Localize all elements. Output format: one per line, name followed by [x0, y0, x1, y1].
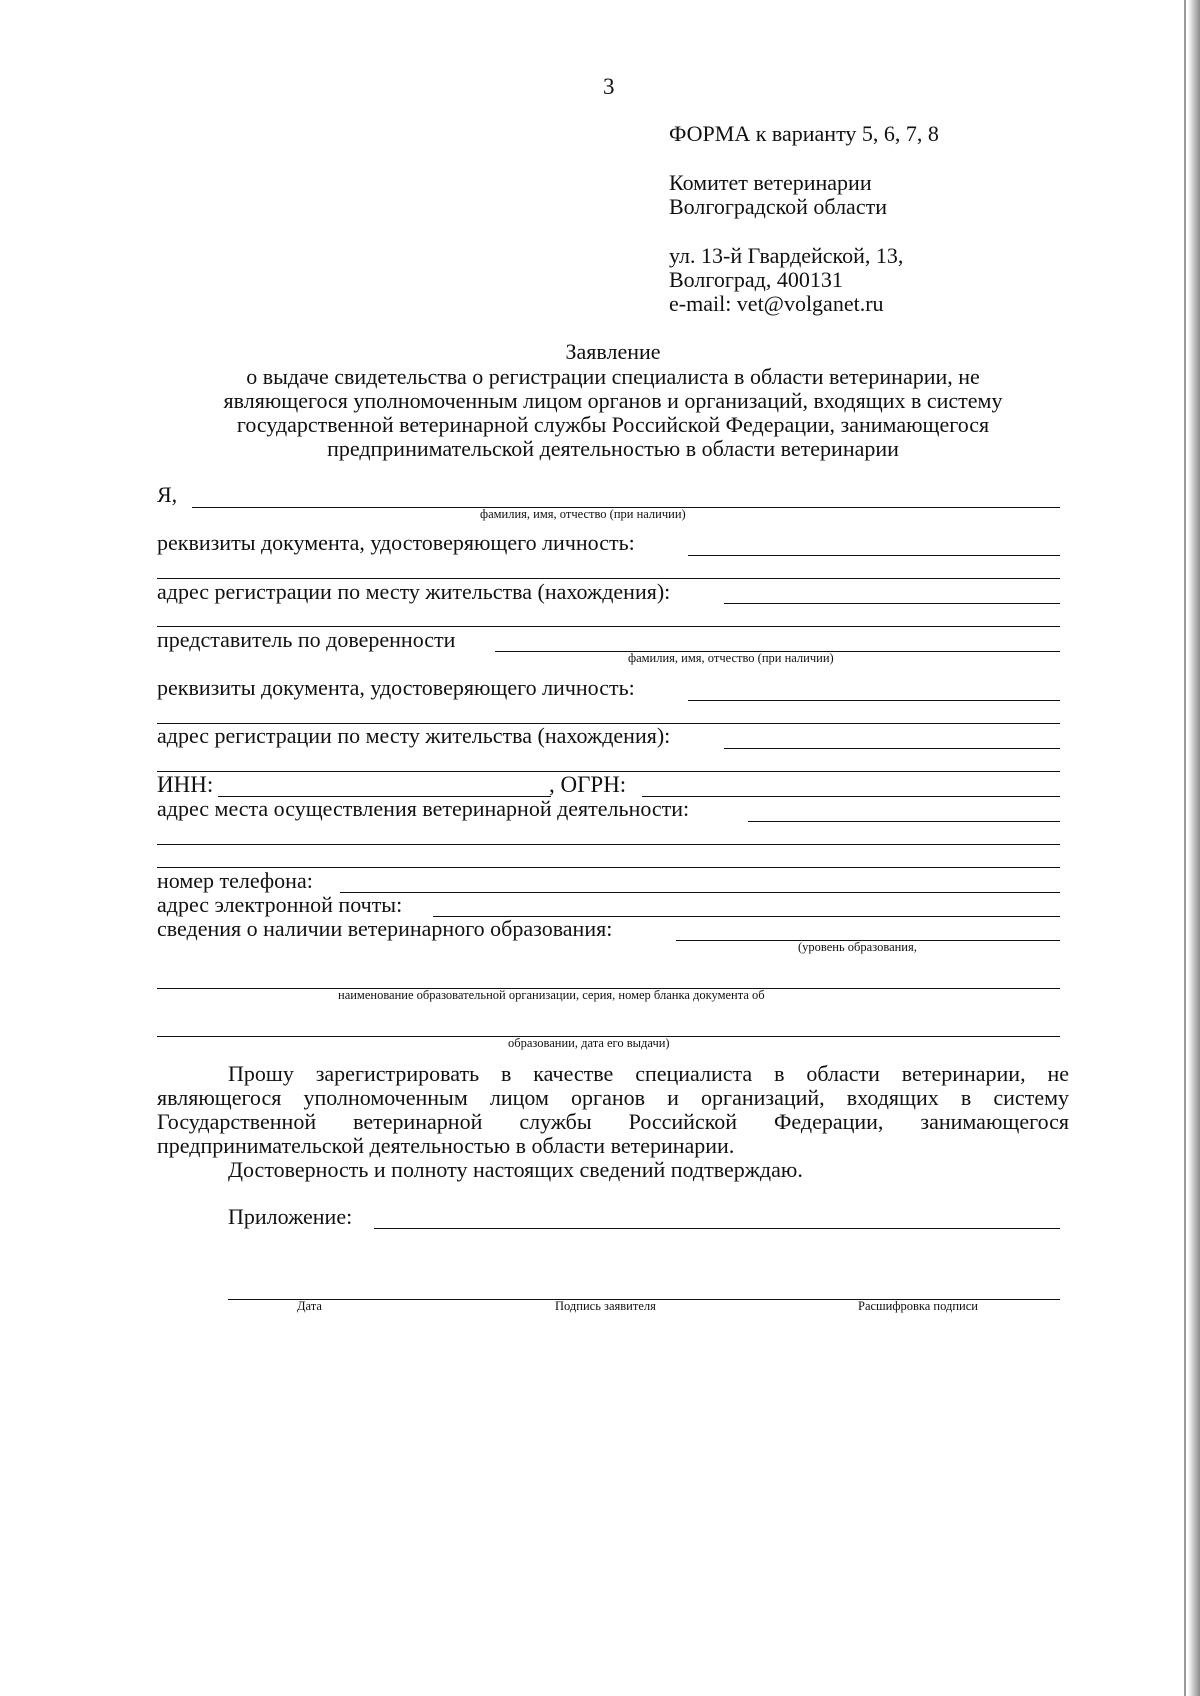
form-label: ФОРМА к варианту 5, 6, 7, 8: [669, 121, 939, 146]
ogrn-label: , ОГРН:: [549, 772, 627, 797]
activity-address-field-2[interactable]: [157, 844, 1060, 845]
education-caption-3: образовании, дата его выдачи): [508, 1036, 670, 1050]
email-line: e-mail: vet@volganet.ru: [669, 291, 884, 316]
title-line-5: предпринимательской деятельностью в области ветеринарии: [327, 436, 899, 461]
scan-edge-line: [1184, 0, 1186, 1696]
confirmation-text: Достоверность и полноту настоящих сведений подтверждаю.: [228, 1157, 803, 1182]
representative-address-field[interactable]: [724, 748, 1060, 749]
applicant-fio-caption: фамилия, имя, отчество (при наличии): [480, 507, 686, 521]
attachment-label: Приложение:: [228, 1204, 353, 1229]
representative-document-label: реквизиты документа, удостоверяющего личность:: [157, 675, 635, 700]
registration-address-label: адрес регистрации по месту жительства (нахождения):: [157, 579, 671, 604]
request-line-4: предпринимательской деятельностью в области ветеринарии.: [157, 1133, 735, 1158]
representative-address-label: адрес регистрации по месту жительства (нахождения):: [157, 723, 671, 748]
request-line-2: являющегося уполномоченным лицом органов и организаций, входящих в систему: [157, 1085, 1069, 1110]
signature-caption: Подпись заявителя: [555, 1299, 656, 1313]
education-label: сведения о наличии ветеринарного образования:: [157, 916, 613, 941]
representative-fio-caption: фамилия, имя, отчество (при наличии): [628, 651, 834, 665]
title-line-3: являющегося уполномоченным лицом органов и организаций, входящих в систему: [223, 388, 1003, 413]
ogrn-field[interactable]: [642, 796, 1060, 797]
document-title: Заявление: [565, 339, 661, 364]
page-number: 3: [603, 74, 615, 99]
request-line-1: Прошу зарегистрировать в качестве специалиста в области ветеринарии, не: [228, 1061, 1069, 1086]
activity-address-label: адрес места осуществления ветеринарной деятельности:: [157, 796, 690, 821]
address-line-2: Волгоград, 400131: [669, 267, 843, 292]
recipient-line-2: Волгоградской области: [669, 194, 887, 219]
scan-edge-shadow: [1188, 0, 1200, 1696]
phone-field[interactable]: [340, 892, 1060, 893]
activity-address-field[interactable]: [748, 821, 1060, 822]
education-caption-2: наименование образовательной организации, серия, номер бланка документа об: [338, 988, 765, 1002]
representative-label: представитель по доверенности: [157, 627, 456, 652]
attachment-field[interactable]: [374, 1228, 1060, 1229]
request-line-3: Государственной ветеринарной службы Российской Федерации, занимающегося: [157, 1109, 1069, 1134]
representative-document-field[interactable]: [688, 700, 1060, 701]
phone-label: номер телефона:: [157, 868, 313, 893]
registration-address-field[interactable]: [724, 603, 1060, 604]
inn-label: ИНН:: [157, 772, 214, 797]
title-line-4: государственной ветеринарной службы Российской Федерации, занимающегося: [236, 412, 990, 437]
email-label: адрес электронной почты:: [157, 892, 403, 917]
signature-decoding-caption: Расшифровка подписи: [858, 1299, 978, 1313]
date-caption: Дата: [297, 1299, 322, 1313]
title-line-2: о выдаче свидетельства о регистрации специалиста в области ветеринарии, не: [246, 364, 980, 389]
address-line-1: ул. 13-й Гвардейской, 13,: [669, 243, 904, 268]
recipient-line-1: Комитет ветеринарии: [669, 170, 872, 195]
document-requisites-field[interactable]: [688, 555, 1060, 556]
education-caption-1: (уровень образования,: [798, 940, 917, 954]
applicant-label: Я,: [157, 482, 178, 507]
document-requisites-label: реквизиты документа, удостоверяющего личность:: [157, 530, 635, 555]
